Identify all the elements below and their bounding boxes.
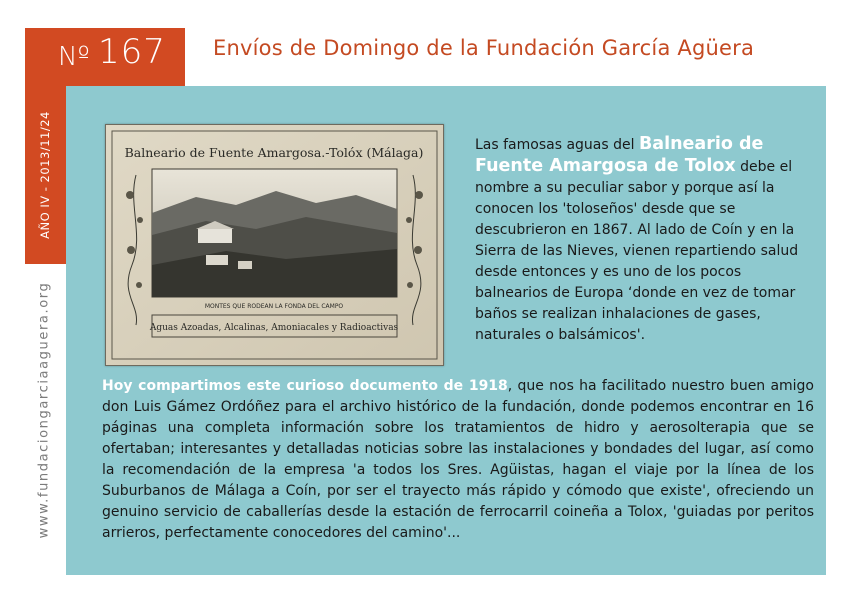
historic-document-image [105, 124, 444, 366]
photo-title: Balneario de Fuente Amargosa.-Tolóx (Málaga) [124, 145, 424, 160]
body-text: , que nos ha facilitado nuestro buen amigo don Luis Gámez Ordóñez para el archivo histórico de la fundación, donde podemos encontrar en 16 páginas una completa información sobre los tratamientos de hidro y aerosolterapia que se ofertaban; interesantes y detalladas noticias sobre las instalaciones y bondades del lugar, así como la recomendación de la empresa 'a todos los Sres. Agüistas, hagan el viaje por la línea de los Suburbanos de Málaga a Coín, por ser el trayecto más rápido y cómodo que existe', ofreciendo un genuino servicio de caballerías desde la estación de ferrocarril coineña a Tolox, 'guiadas por peritos arrieros, perfectamente conocedores del camino'... [102, 378, 814, 541]
issue-number-label: Nº [58, 42, 90, 72]
year-date-strip [25, 86, 66, 264]
intro-highlight: Balneario de Fuente Amargosa de Tolox [475, 134, 764, 176]
photo-caption: MONTES QUE RODEAN LA FONDA DEL CAMPO [204, 303, 344, 310]
body-paragraph [102, 376, 814, 544]
page-title: Envíos de Domingo de la Fundación García Agüera [213, 36, 755, 60]
year-date: AÑO IV - 2013/11/24 [38, 111, 52, 239]
website-url: www.fundaciongarciaaguera.org [36, 281, 52, 539]
document-cover-illustration [106, 125, 443, 365]
intro-text: debe el nombre a su peculiar sabor y porque así la conocen los 'toloseños' desde que se descubrieron en 1867. Al lado de Coín y en la Sierra de las Nieves, vienen repartiendo salud desde entonces y es uno de los pocos balnearios de Europa ‘donde en vez de tomar baños se realizan inhalaciones de gases, naturales o balsámicos'. [475, 159, 799, 343]
intro-lead: Las famosas aguas del [475, 137, 639, 153]
issue-number: 167 [98, 32, 166, 72]
body-highlight: Hoy compartimos este curioso documento de 1918 [102, 378, 508, 394]
issue-number-box [25, 28, 185, 86]
photo-subtitle: Aguas Azoadas, Alcalinas, Amoniacales y Radioactivas [149, 323, 399, 333]
intro-paragraph [475, 134, 810, 346]
